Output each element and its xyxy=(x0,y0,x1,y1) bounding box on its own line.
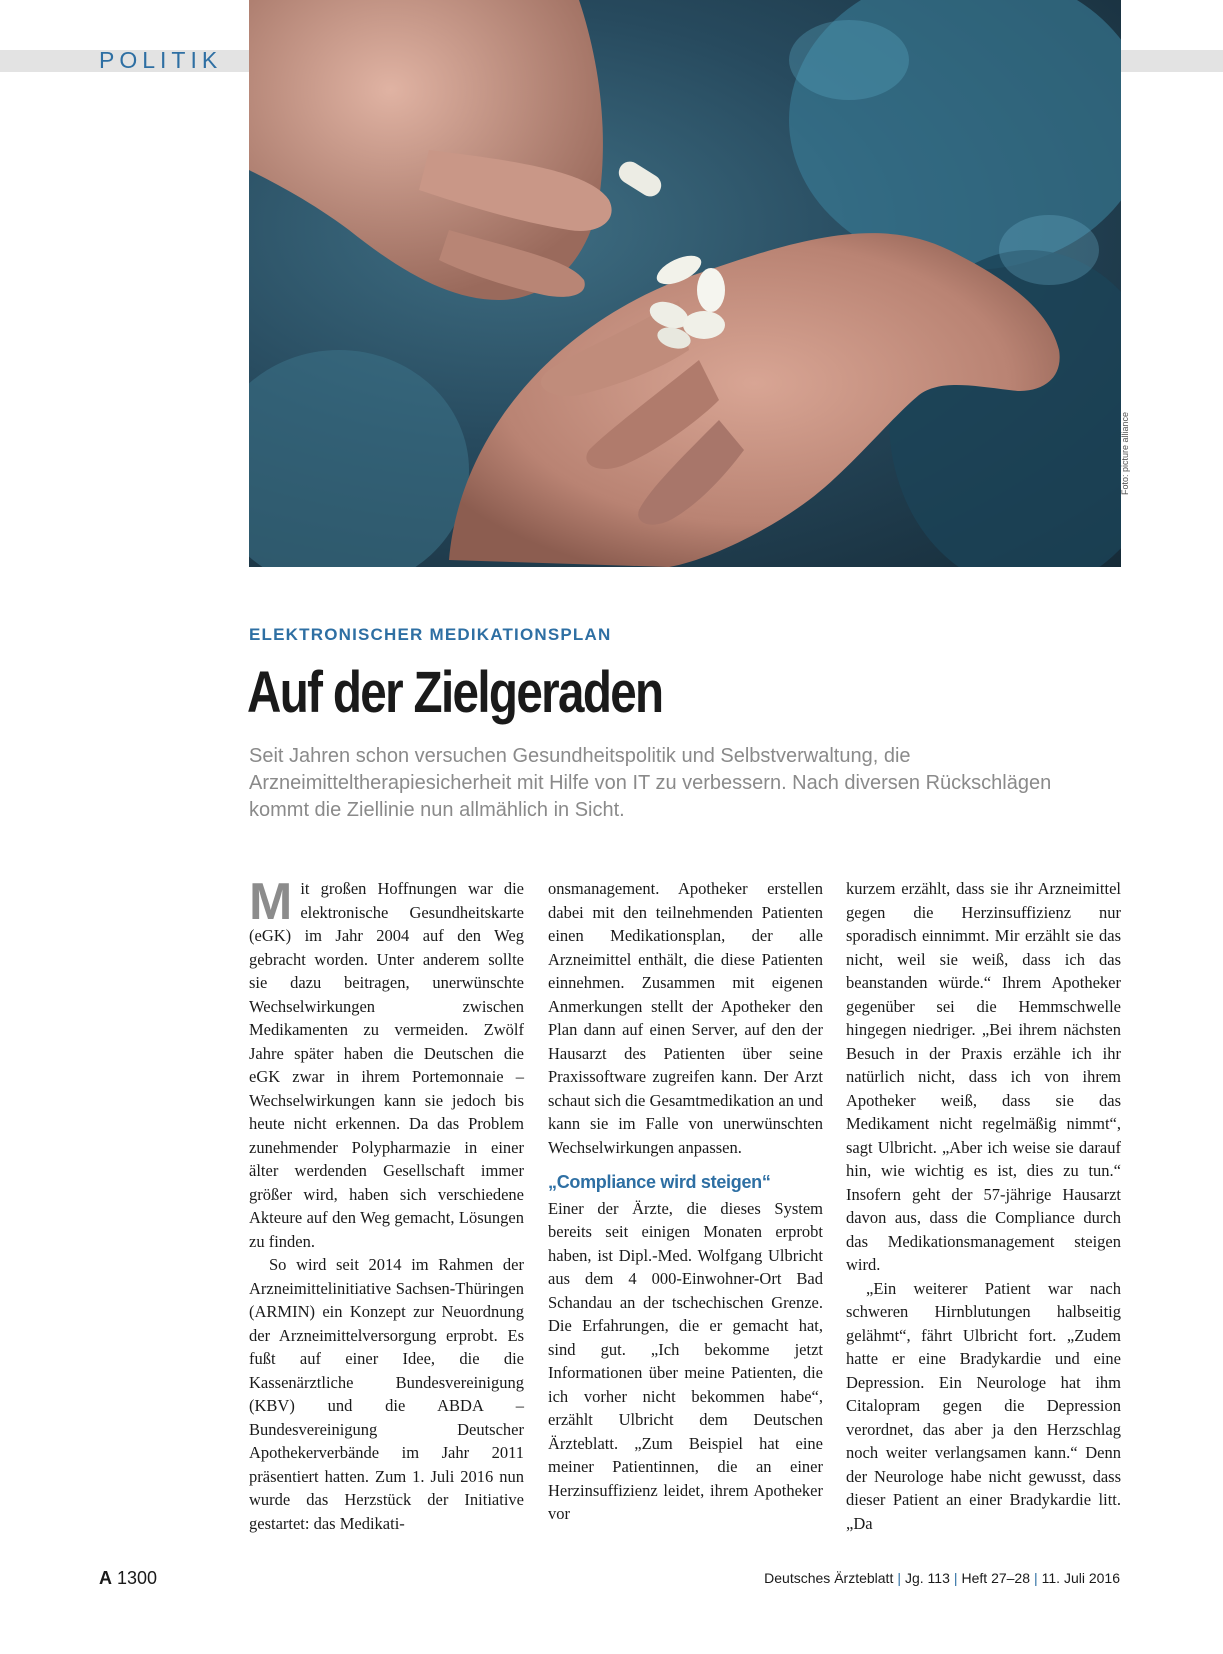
page-folio xyxy=(99,1568,157,1589)
article-lead: Seit Jahren schon versuchen Gesundheitspolitik und Selbstverwaltung, die Arzneimitteltherapiesicherheit mit Hilfe von IT zu verbessern. Nach diversen Rückschlägen kommt die Ziellinie nun allmählich in Sicht. xyxy=(249,745,1052,821)
paragraph xyxy=(249,873,524,1253)
footer-separator: | xyxy=(1034,1570,1038,1586)
page-letter: A xyxy=(99,1568,112,1588)
journal-issue: Heft 27–28 xyxy=(961,1570,1030,1586)
section-label: POLITIK xyxy=(99,47,223,73)
text-column-2 xyxy=(548,877,823,1526)
paragraph: „Ein weiterer Patient war nach schweren Hirnblutungen halbseitig gelähmt“, fährt Ulbricht fort. „Zudem hatte er eine Bradykardie und eine Depression. Ein Neurologe hat ihm Citalopram gegen die Depression verordnet, das aber ja den Herzschlag noch weiter verlangsamen kann.“ Denn der Neurologe habe nicht gewusst, dass dieser Patient an einer Bradykardie litt. „Da xyxy=(846,1278,1121,1533)
paragraph: Einer der Ärzte, die dieses System bereits seit einigen Monaten erprobt haben, ist Dipl.-Med. Wolfgang Ulbricht aus dem 4 000-Einwohner-Ort Bad Schandau an der tschechischen Grenze. Die Erfahrungen, die er gemacht hat, sind gut. „Ich bekomme jetzt Informationen über meine Patienten, die ich vorher nicht bekommen habe“, erzählt Ulbricht dem Deutschen Ärzteblatt. „Zum Beispiel hat eine meiner Patientinnen, die an einer Herzinsuffizienz leidet, ihrem Apotheker vor xyxy=(548,1198,823,1523)
issue-date: 11. Juli 2016 xyxy=(1041,1570,1120,1586)
paragraph: kurzem erzählt, dass sie ihr Arzneimittel gegen die Herzinsuffizienz nur sporadisch einnimmt. Mir erzählt sie das nicht, weil sie weiß, dass ich das beanstanden würde.“ Ihrem Apotheker gegenüber sei die Hemmschwelle hingegen niedriger. „Bei ihrem nächsten Besuch in der Praxis erzähle ich ihr natürlich nicht, dass ich von ihrem Apotheker weiß, dass sie das Medikament nicht regelmäßig nimmt“, sagt Ulbricht. „Aber ich weise sie darauf hin, wie wichtig es ist, dies zu tun.“ Insofern geht der 57-jährige Hausarzt davon aus, dass die Compliance durch das Medikationsmanagement steigen wird. xyxy=(846,879,1121,1274)
drop-cap: M xyxy=(249,873,293,931)
journal-volume: Jg. 113 xyxy=(904,1570,950,1586)
photo-credit: Foto: picture alliance xyxy=(1120,411,1130,495)
paragraph-text: it großen Hoffnungen war die elektronische Gesundheitskarte (eGK) im Jahr 2004 auf den Weg gebracht worden. Unter anderem sollte sie dazu beitragen, unerwünschte Wechselwirkungen zwischen Medikamenten zu vermeiden. Zwölf Jahre später haben die Deutschen die eGK zwar in ihrem Portemonnaie – Wechselwirkungen kann sie jedoch bis heute nicht erkennen. Da das Problem zunehmender Polypharmazie in einer älter werdenden Gesellschaft immer größer wird, haben sich verschiedene Akteure auf den Weg gemacht, Lösungen zu finden. xyxy=(249,879,524,1251)
page-number: 1300 xyxy=(117,1568,158,1588)
article-photo xyxy=(249,0,1121,567)
text-column-1 xyxy=(249,873,524,1535)
paragraph: onsmanagement. Apotheker erstellen dabei mit den teilnehmenden Patienten einen Medikationsplan, der alle Arzneimittel enthält, die diese Patienten einnehmen. Zusammen mit eigenen Anmerkungen stellt der Apotheker den Plan dann auf einen Server, auf den der Hausarzt des Patienten über seine Praxissoftware zugreifen kann. Der Arzt schaut sich die Gesamtmedikation an und kann sie im Falle von unerwünschten Wechselwirkungen anpassen. xyxy=(548,879,823,1157)
paragraph: So wird seit 2014 im Rahmen der Arzneimittelinitiative Sachsen-Thüringen (ARMIN) ein Konzept zur Neuordnung der Arzneimittelversorgung erprobt. Es fußt auf einer Idee, die die Kassenärztliche Bundesvereinigung (KBV) und die ABDA – Bundesvereinigung Deutscher Apothekerverbände im Jahr 2011 präsentiert hatten. Zum 1. Juli 2016 nun wurde das Herzstück der Initiative gestartet: das Medikati- xyxy=(249,1255,524,1533)
article-subhead: „Compliance wird steigen“ xyxy=(548,1172,771,1192)
article-kicker: ELEKTRONISCHER MEDIKATIONSPLAN xyxy=(249,625,612,644)
footer-separator: | xyxy=(953,1570,958,1586)
hand-with-pills-illustration xyxy=(249,0,1121,567)
text-column-3 xyxy=(846,877,1121,1535)
article-headline: Auf der Zielgeraden xyxy=(247,660,663,725)
page-footer xyxy=(764,1570,1120,1586)
footer-separator: | xyxy=(897,1570,901,1586)
journal-name: Deutsches Ärzteblatt xyxy=(764,1570,894,1586)
